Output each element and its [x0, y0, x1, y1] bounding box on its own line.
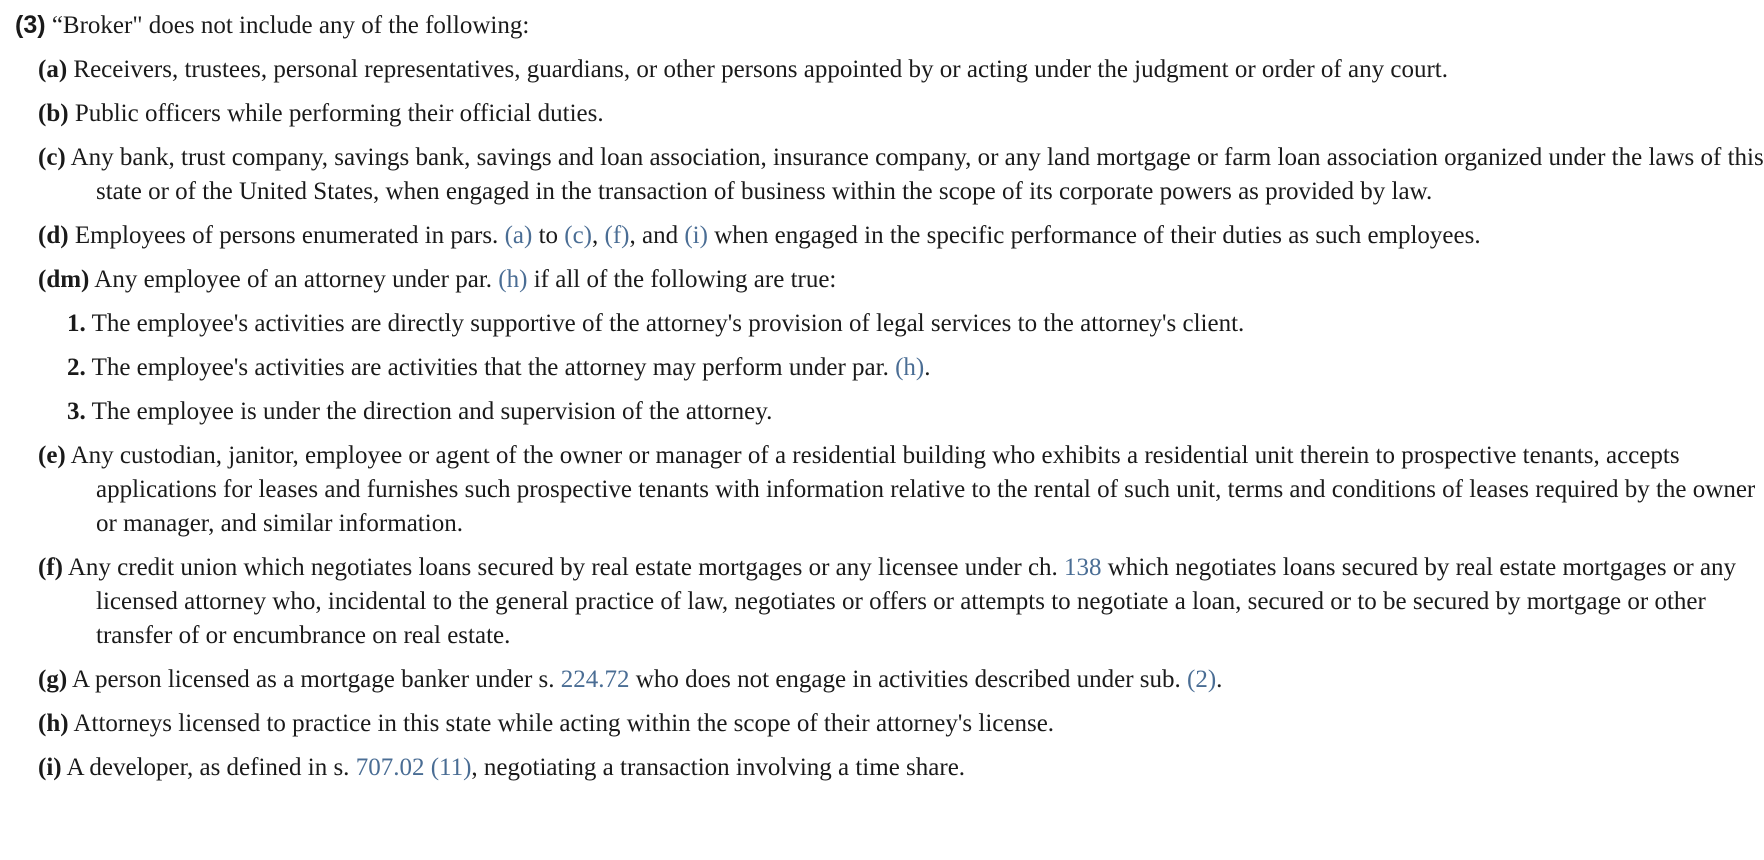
paragraph-c-text: Any bank, trust company, savings bank, savings and loan association, insurance company, or any land mortgage or farm loan association organized under the laws of this state or of the United States, when engaged in the transaction of business within the scope of its corporate powers as provided by law. [70, 144, 1764, 205]
paragraph-a [38, 53, 1764, 87]
subsection-number: (3) [15, 11, 46, 39]
paragraph-b-label: (b) [38, 100, 69, 127]
paragraph-f [38, 551, 1764, 653]
paragraph-i-text-1: A developer, as defined in s. [66, 754, 350, 781]
paragraph-g-text-3: . [1216, 666, 1223, 693]
xref-par-h-link[interactable]: (h) [498, 266, 528, 293]
xref-s-224-72-link[interactable]: 224.72 [560, 666, 630, 693]
xref-s-707-02-link[interactable]: 707.02 (11) [355, 754, 472, 781]
paragraph-d-text-2: to [538, 222, 559, 249]
subdivision-3-text: The employee is under the direction and supervision of the attorney. [91, 398, 773, 425]
paragraph-d [38, 219, 1764, 253]
paragraph-h-text: Attorneys licensed to practice in this state while acting within the scope of their attorney's license. [73, 710, 1055, 737]
xref-par-c-link[interactable]: (c) [564, 222, 593, 249]
subdivision-2 [67, 351, 1764, 385]
paragraph-g [38, 663, 1764, 697]
xref-par-h-link-2[interactable]: (h) [895, 354, 925, 381]
paragraph-g-label: (g) [38, 666, 68, 693]
paragraph-a-label: (a) [38, 56, 68, 83]
subdivision-2-text: The employee's activities are activities that the attorney may perform under par. [91, 354, 889, 381]
subsection-intro: “Broker" does not include any of the following: [51, 12, 530, 39]
paragraph-b [38, 97, 1764, 131]
xref-par-i-link[interactable]: (i) [684, 222, 708, 249]
paragraph-g-text-1: A person licensed as a mortgage banker under s. [72, 666, 555, 693]
paragraph-d-text-3: , [592, 222, 599, 249]
paragraph-e [38, 439, 1764, 541]
paragraph-i [38, 751, 1764, 785]
paragraph-a-text: Receivers, trustees, personal representatives, guardians, or other persons appointed by or acting under the judgment or order of any court. [73, 56, 1448, 83]
subdivision-1-label: 1. [67, 310, 86, 337]
subdivision-2-end: . [924, 354, 931, 381]
subdivision-2-label: 2. [67, 354, 86, 381]
subdivision-1 [67, 307, 1764, 341]
paragraph-dm [38, 263, 1764, 297]
paragraph-b-text: Public officers while performing their official duties. [74, 100, 604, 127]
paragraph-c-label: (c) [38, 144, 66, 171]
paragraph-i-text-2: , negotiating a transaction involving a time share. [471, 754, 966, 781]
subdivision-3-label: 3. [67, 398, 86, 425]
subsection-heading [15, 8, 1764, 43]
subdivision-1-text: The employee's activities are directly supportive of the attorney's provision of legal services to the attorney's client. [91, 310, 1245, 337]
paragraph-f-text-2: which negotiates loans secured by real estate mortgages or any licensed attorney who, incidental to the general practice of law, negotiates or offers or attempts to negotiate a loan, secured or to be secured by mortgage or other transfer of or encumbrance on real estate. [96, 554, 1737, 649]
paragraph-h-label: (h) [38, 710, 69, 737]
paragraph-dm-text-2: if all of the following are true: [533, 266, 837, 293]
subdivision-3 [67, 395, 1764, 429]
xref-par-a-link[interactable]: (a) [504, 222, 533, 249]
paragraph-d-label: (d) [38, 222, 69, 249]
paragraph-h [38, 707, 1764, 741]
paragraph-i-label: (i) [38, 754, 62, 781]
paragraph-f-label: (f) [38, 554, 63, 581]
xref-sub-2-link[interactable]: (2) [1187, 666, 1217, 693]
paragraph-c [38, 141, 1764, 209]
paragraph-dm-text-1: Any employee of an attorney under par. [94, 266, 493, 293]
paragraph-g-text-2: who does not engage in activities described under sub. [635, 666, 1181, 693]
paragraph-e-label: (e) [38, 442, 66, 469]
paragraph-d-text-4: , and [629, 222, 679, 249]
paragraph-d-text-1: Employees of persons enumerated in pars. [74, 222, 499, 249]
xref-par-f-link[interactable]: (f) [604, 222, 630, 249]
paragraph-d-text-5: when engaged in the specific performance of their duties as such employees. [714, 222, 1481, 249]
paragraph-e-text: Any custodian, janitor, employee or agent of the owner or manager of a residential building who exhibits a residential unit therein to prospective tenants, accepts applications for leases and furnishes such prospective tenants with information relative to the rental of such unit, terms and conditions of leases required by the owner or manager, and similar information. [70, 442, 1756, 537]
paragraph-f-text-1: Any credit union which negotiates loans secured by real estate mortgages or any licensee under ch. [67, 554, 1058, 581]
paragraph-dm-label: (dm) [38, 266, 90, 293]
xref-ch-138-link[interactable]: 138 [1064, 554, 1102, 581]
